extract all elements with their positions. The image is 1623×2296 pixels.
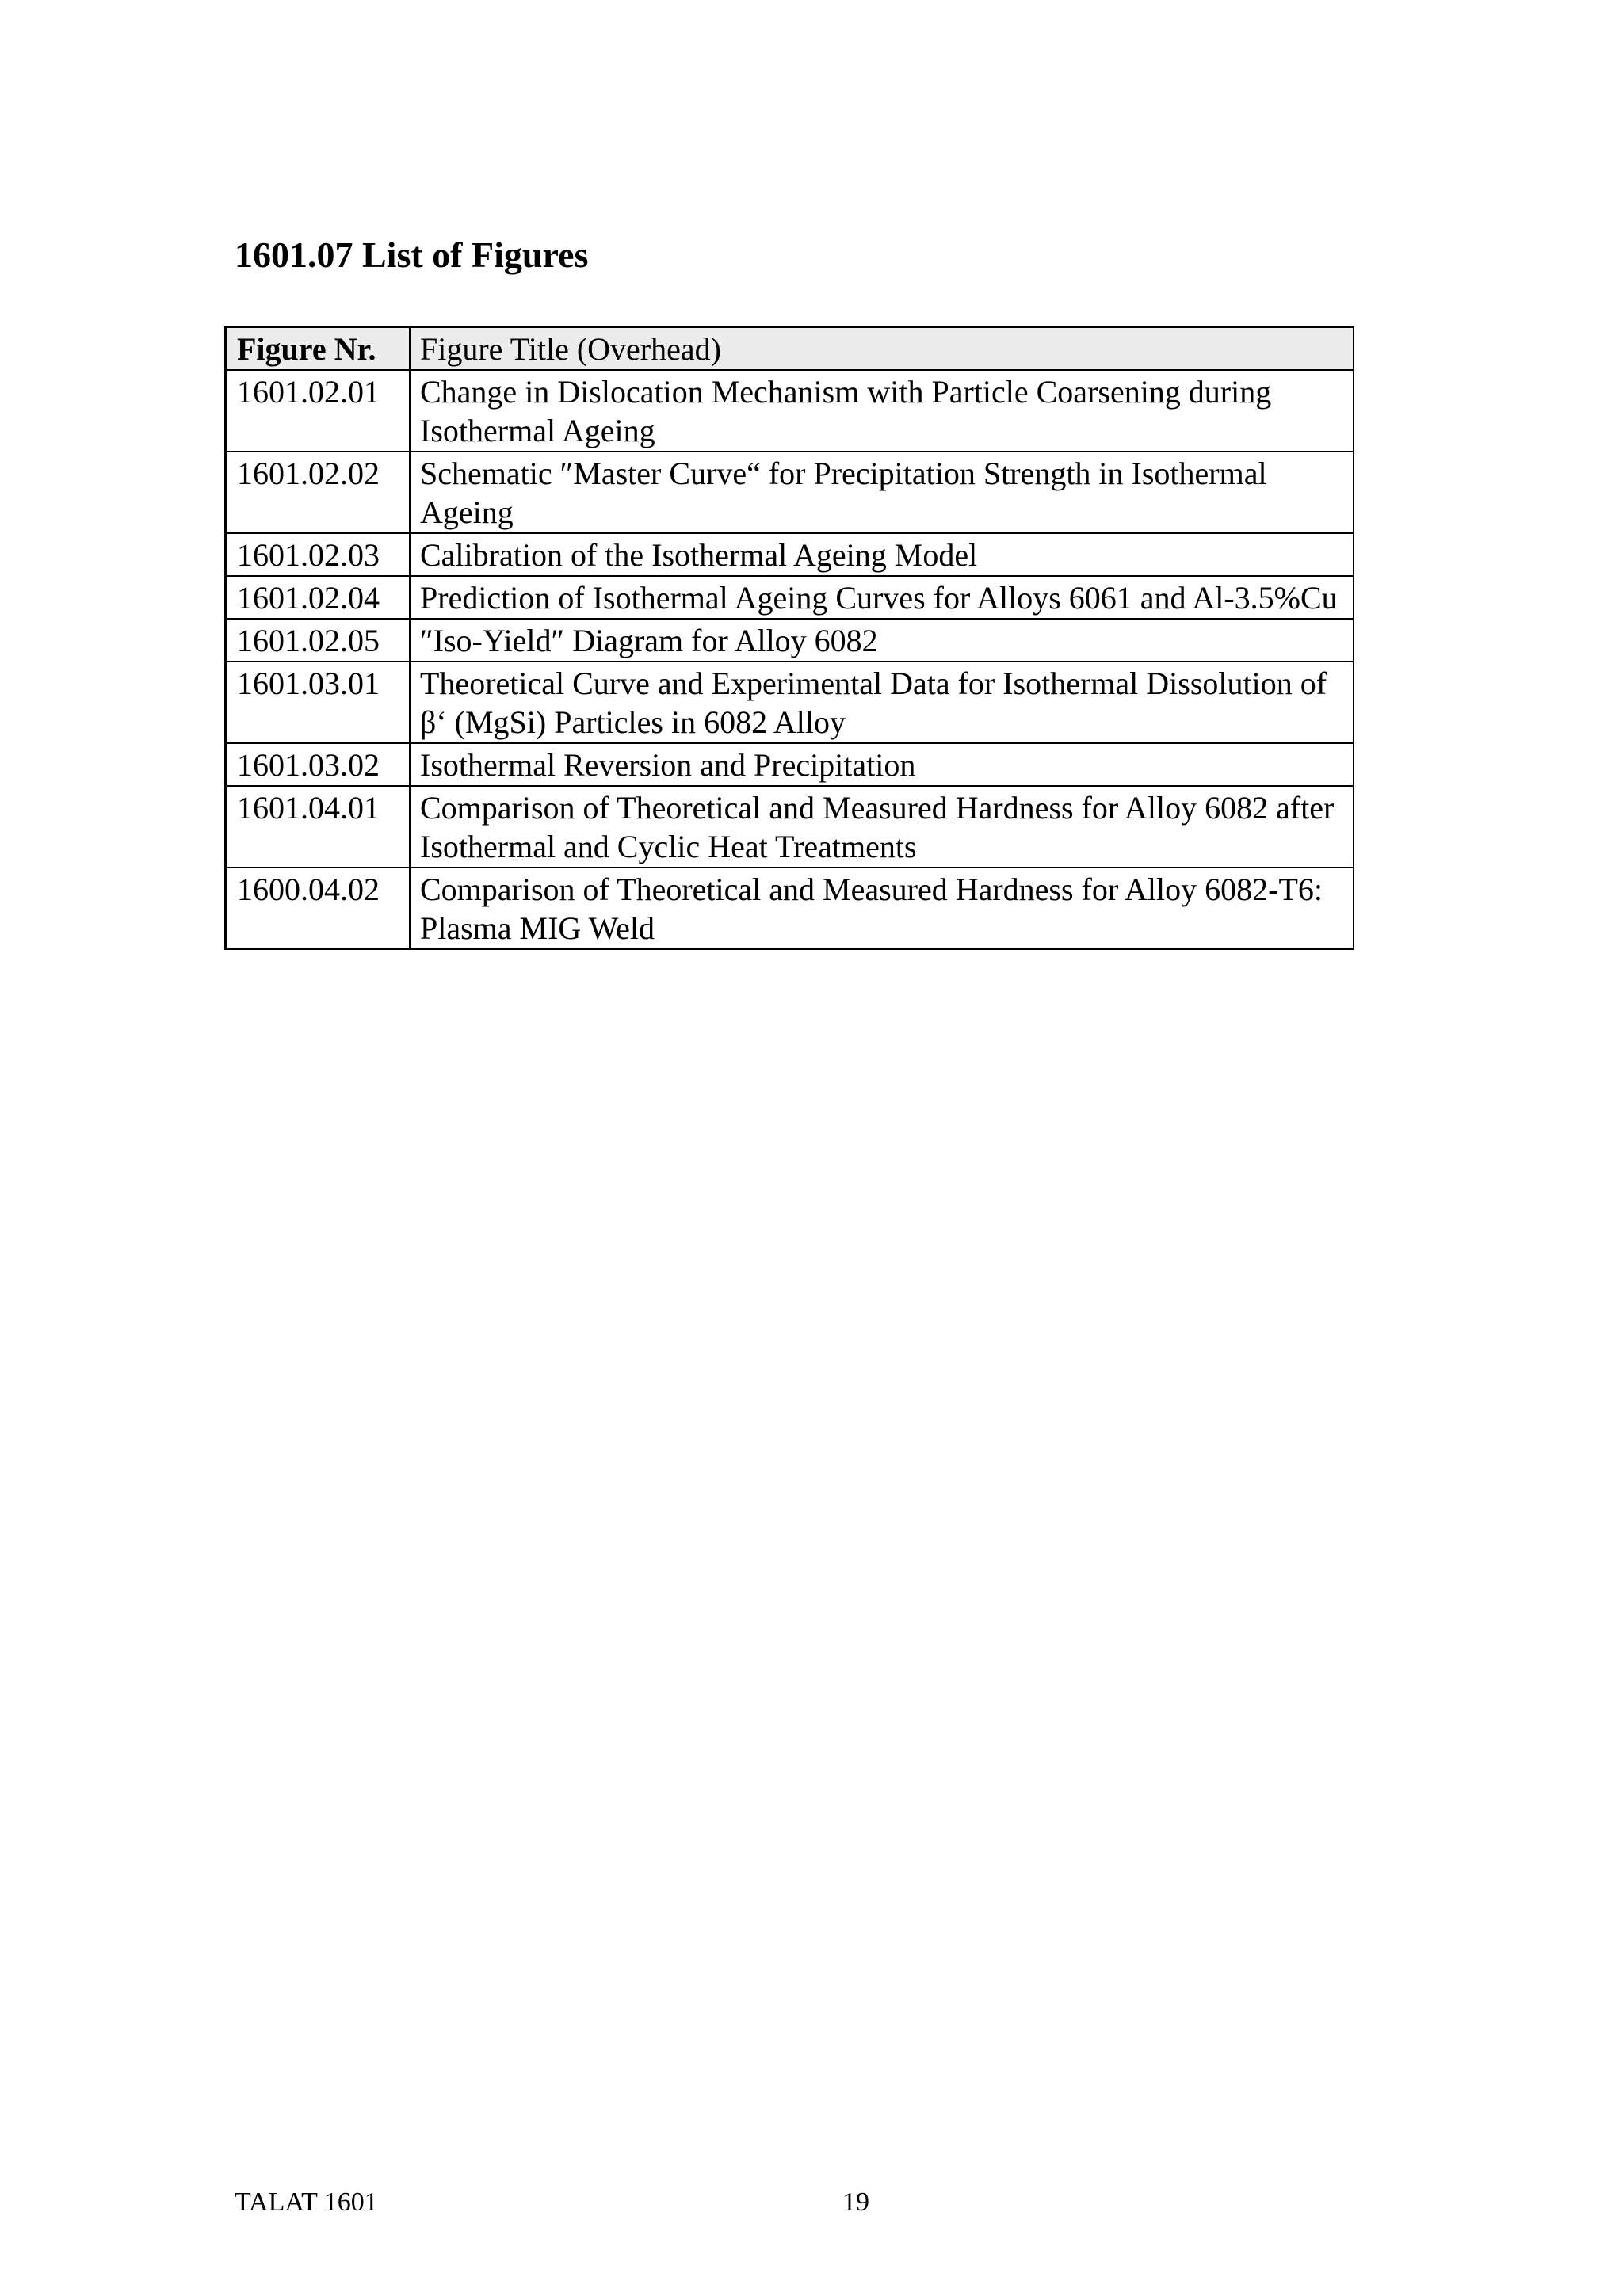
column-header-figure-nr: Figure Nr. xyxy=(226,327,410,370)
figure-number: 1601.02.03 xyxy=(226,533,410,576)
figure-title: Comparison of Theoretical and Measured Hardness for Alloy 6082 after Isothermal and Cyclic Heat Treatments xyxy=(410,786,1354,868)
figure-number: 1601.02.05 xyxy=(226,619,410,662)
table-row xyxy=(226,743,1354,786)
table-header-row xyxy=(226,327,1354,370)
footer-document-id: TALAT 1601 xyxy=(235,2187,378,2217)
figure-number: 1601.04.01 xyxy=(226,786,410,868)
figure-number: 1601.02.01 xyxy=(226,370,410,452)
table-row xyxy=(226,619,1354,662)
figure-title: ″Iso-Yield″ Diagram for Alloy 6082 xyxy=(410,619,1354,662)
table-row xyxy=(226,868,1354,949)
table-row xyxy=(226,576,1354,619)
table-row xyxy=(226,533,1354,576)
figure-title: Comparison of Theoretical and Measured Hardness for Alloy 6082-T6: Plasma MIG Weld xyxy=(410,868,1354,949)
column-header-figure-title: Figure Title (Overhead) xyxy=(410,327,1354,370)
table-row xyxy=(226,786,1354,868)
figure-title: Prediction of Isothermal Ageing Curves for Alloys 6061 and Al-3.5%Cu xyxy=(410,576,1354,619)
table-row xyxy=(226,370,1354,452)
figures-table xyxy=(224,326,1354,950)
figure-number: 1601.03.02 xyxy=(226,743,410,786)
figure-title: Isothermal Reversion and Precipitation xyxy=(410,743,1354,786)
table-row xyxy=(226,452,1354,533)
figure-title: Change in Dislocation Mechanism with Particle Coarsening during Isothermal Ageing xyxy=(410,370,1354,452)
footer-page-number: 19 xyxy=(842,2187,869,2217)
page-title: 1601.07 List of Figures xyxy=(235,235,589,275)
figure-number: 1601.03.01 xyxy=(226,662,410,743)
table-row xyxy=(226,662,1354,743)
figure-title: Schematic ″Master Curve“ for Precipitation Strength in Isothermal Ageing xyxy=(410,452,1354,533)
figure-number: 1600.04.02 xyxy=(226,868,410,949)
figure-number: 1601.02.02 xyxy=(226,452,410,533)
figure-title: Theoretical Curve and Experimental Data for Isothermal Dissolution of β‘ (MgSi) Particles in 6082 Alloy xyxy=(410,662,1354,743)
figure-number: 1601.02.04 xyxy=(226,576,410,619)
figure-title: Calibration of the Isothermal Ageing Model xyxy=(410,533,1354,576)
